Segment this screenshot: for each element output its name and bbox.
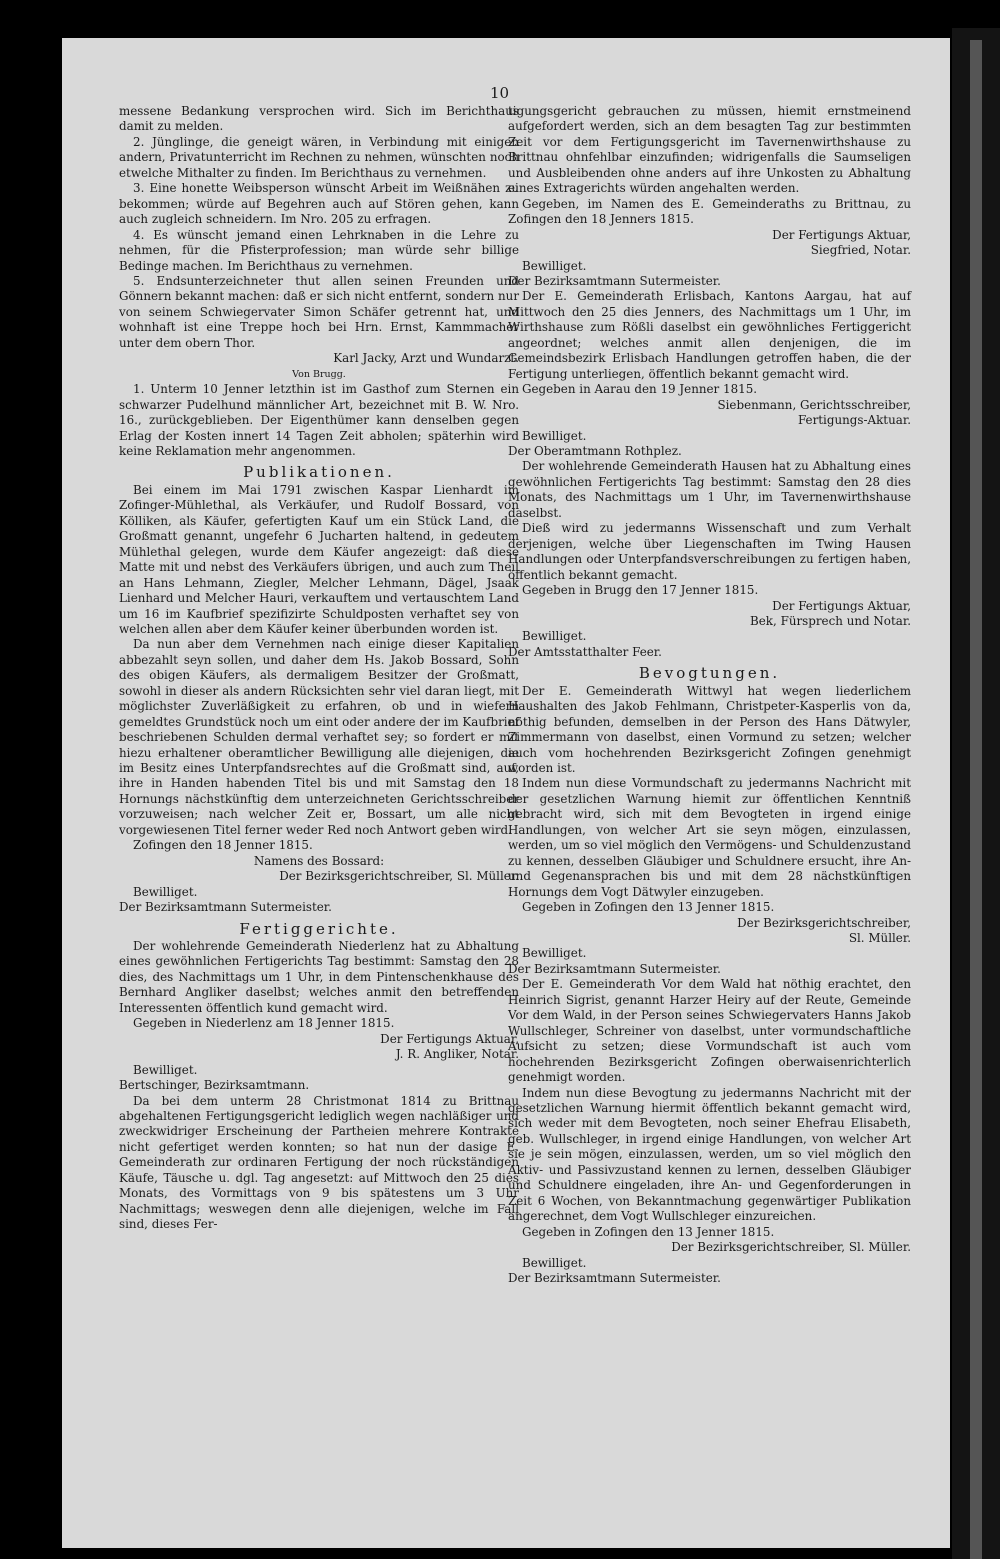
page-number: 10: [490, 84, 510, 102]
notice-paragraph: Der E. Gemeinderath Wittwyl hat wegen liederlichem Haushalten des Jakob Fehlmann, Christpeter-Kasperlis von da, nöthig befunden, demselben in der Person des Hans Dätwyler, Zimmermann von daselbst, einen Vormund zu setzen; welcher auch vom hochehrenden Bezirksgericht Zofingen genehmigt worden ist.: [508, 683, 911, 776]
signature: Namens des Bossard:: [253, 853, 385, 868]
signature: J. R. Angliker, Notar.: [395, 1047, 519, 1062]
date-line: Gegeben in Zofingen den 13 Jenner 1815.: [522, 900, 775, 915]
notice-paragraph: Der wohlehrende Gemeinderath Hausen hat zu Abhaltung eines gewöhnlichen Fertigerichts Tag bestimmt: Samstag den 28 dies Monats, des Nachmittags um 1 Uhr, im Tavernenwirthshause daselbst.: [508, 459, 911, 520]
date-line: Gegeben in Aarau den 19 Jenner 1815.: [522, 382, 758, 397]
approval: Bewilliget.: [133, 1062, 198, 1077]
newspaper-page: [62, 38, 950, 1548]
signature: Sl. Müller.: [848, 931, 911, 946]
date-line: Gegeben in Niederlenz am 18 Jenner 1815.: [133, 1016, 395, 1031]
notice-paragraph: Da bei dem unterm 28 Christmonat 1814 zu Brittnau abgehaltenen Fertigungsgericht lediglich wegen nachläßiger und zweckwidriger Erscheinung der Partheien mehrere Kontrakte nicht gefertiget werden konnten; so hat nun der dasige E. Gemeinderath zur ordinaren Fertigung der noch rückständigen Käufe, Täusche u. dgl. Tag angesetzt: auf Mittwoch den 25 dies Monats, des Vormittags von 9 bis spätestens um 3 Uhr Nachmittags; weswegen denn alle diejenigen, welche im Fall sind, dieses Fer-: [119, 1093, 519, 1232]
signature: Der Bezirksgerichtschreiber, Sl. Müller.: [279, 869, 519, 884]
official: Der Bezirksamtmann Sutermeister.: [508, 273, 721, 288]
section-heading-publikationen: Publikationen.: [243, 463, 395, 482]
signature: Der Bezirksgerichtschreiber,: [737, 915, 911, 930]
notice-paragraph: 5. Endsunterzeichneter thut allen seinen Freunden und Gönnern bekannt machen: daß er sich nicht entfernt, sondern nur von seinem Schwiegervater Simon Schäfer getrennt hat, und wohnhaft ist eine Treppe hoch bei Hrn. Ernst, Kammmacher unter dem obern Thor.: [119, 273, 519, 350]
subheading: Von Brugg.: [292, 368, 346, 380]
official: Bertschinger, Bezirksamtmann.: [119, 1078, 310, 1093]
signature: Siebenmann, Gerichtsschreiber,: [717, 397, 911, 412]
notice-paragraph: 2. Jünglinge, die geneigt wären, in Verbindung mit einigen andern, Privatunterricht im Rechnen zu nehmen, wünschten noch etwelche Mithalter zu finden. Im Berichthaus zu vernehmen.: [119, 134, 519, 180]
notice-paragraph: 1. Unterm 10 Jenner letzthin ist im Gasthof zum Sternen ein schwarzer Pudelhund männlicher Art, bezeichnet mit B. W. Nro. 16., zurückgeblieben. Der Eigenthümer kann denselben gegen Erlag der Kosten innert 14 Tagen Zeit abholen; späterhin wird keine Reklamation mehr angenommen.: [119, 382, 519, 458]
official: Der Bezirksamtmann Sutermeister.: [508, 961, 721, 976]
notice-paragraph: Da nun aber dem Vernehmen nach einige dieser Kapitalien abbezahlt seyn sollen, und daher dem Hs. Jakob Bossard, Sohn des obigen Käufers, als dermaligem Besitzer der Großmatt, sowohl in dieser als andern Rücksichten sehr viel daran liegt, mit möglichster Zuverläßigkeit zu erfahren, ob und in wiefern gemeldtes Grundstück noch um eint oder andere der im Kaufbrief beschriebenen Schulden dermal verhaftet sey; so fordert er mit hiezu erhaltener oberamtlicher Bewilligung alle diejenigen, die im Besitz eines Unterpfandsrechtes auf die Großmatt sind, auf, ihre in Handen habenden Titel bis und mit Samstag den 18 Hornungs nächstkünftig dem unterzeichneten Gerichtsschreiber vorzuweisen; nach welcher Zeit er, Bossart, um alle nicht vorgewiesenen Titel ferner weder Red noch Antwort geben wird.: [119, 637, 519, 837]
notice-paragraph: Der E. Gemeinderath Vor dem Wald hat nöthig erachtet, den Heinrich Sigrist, genannt Harzer Heiry auf der Reute, Gemeinde Vor dem Wald, in der Person seines Schwiegervaters Hanns Jakob Wullschleger, Schreiner von daselbst, unter vormundschaftliche Aufsicht zu setzen; diese Vormundschaft ist auch vom hochehrenden Bezirksgericht Zofingen oberwaisenrichterlich genehmigt worden.: [508, 977, 911, 1085]
signature: Der Bezirksgerichtschreiber, Sl. Müller.: [671, 1240, 911, 1255]
section-heading-bevogtungen: Bevogtungen.: [638, 664, 781, 683]
notice-paragraph: messene Bedankung versprochen wird. Sich im Berichthaus damit zu melden.: [119, 104, 519, 134]
approval: Bewilliget.: [522, 1255, 587, 1270]
notice-paragraph: 4. Es wünscht jemand einen Lehrknaben in die Lehre zu nehmen, für die Pfisterprofession; man würde sehr billige Bedinge machen. Im Berichthaus zu vernehmen.: [119, 227, 519, 273]
approval: Bewilliget.: [133, 884, 198, 899]
approval: Bewilliget.: [522, 946, 587, 961]
approval: Bewilliget.: [522, 428, 587, 443]
date-line: Zofingen den 18 Jenner 1815.: [133, 838, 313, 853]
signature: Fertigungs-Aktuar.: [797, 413, 911, 428]
section-heading-fertiggerichte: Fertiggerichte.: [239, 919, 399, 938]
notice-paragraph: Bei einem im Mai 1791 zwischen Kaspar Lienhardt im Zofinger-Mühlethal, als Verkäufer, und Rudolf Bossard, von Kölliken, als Käufer, gefertigten Kauf um ein Stück Land, die Großmatt genannt, ungefehr 6 Jucharten haltend, in gedeutem Mühlethal gelegen, wurde dem Käufer angezeigt: daß diese Matte mit und nebst des Verkäufers übrigen, und auch zum Theil an Hans Lehmann, Ziegler, Melcher Lehmann, Dägel, Jsaak Lienhard und Melcher Hauri, verkauftem und vertauschtem Land um 16 im Kaufbrief spezifizirte Schuldposten verhaftet sey von welchen allen aber dem Käufer keiner überbunden worden ist.: [119, 482, 519, 636]
next-page-strip: [970, 40, 982, 1559]
signature: Siegfried, Notar.: [810, 243, 911, 258]
notice-paragraph: Der wohlehrende Gemeinderath Niederlenz hat zu Abhaltung eines gewöhnlichen Fertigerichts Tag bestimmt: Samstag den 28 dies, des Nachmittags um 1 Uhr, in dem Pintenschenkhause des Bernhard Angliker daselbst; welches anmit den betreffenden Interessenten öffentlich kund gemacht wird.: [119, 939, 519, 1015]
signature: Der Fertigungs Aktuar,: [772, 227, 911, 242]
signature: Bek, Fürsprech und Notar.: [750, 613, 911, 628]
official: Der Bezirksamtmann Sutermeister.: [508, 1270, 721, 1285]
official: Der Bezirksamtmann Sutermeister.: [119, 900, 332, 915]
official: Der Amtsstatthalter Feer.: [508, 644, 662, 659]
notice-paragraph: Indem nun diese Bevogtung zu jedermanns Nachricht mit der gesetzlichen Warnung hiermit öffentlich bekannt gemacht wird, sich weder mit dem Bevogteten, noch seiner Ehefrau Elisabeth, geb. Wullschleger, in irgend einige Handlungen, von welcher Art sie je sein mögen, einzulassen, werden, um so viel möglich den Aktiv- und Passivzustand kennen zu lernen, desselben Gläubiger und Schuldnere eingeladen, ihre An- und Gegenforderungen in Zeit 6 Wochen, von Bekanntmachung gegenwärtiger Publikation angerechnet, dem Vogt Wullschleger einzureichen.: [508, 1085, 911, 1224]
signature: Karl Jacky, Arzt und Wundarzt.: [333, 351, 519, 366]
notice-paragraph: Indem nun diese Vormundschaft zu jedermanns Nachricht mit der gesetzlichen Warnung hiemit zur öffentlichen Kenntniß gebracht wird, sich mit dem Bevogteten in irgend einige Handlungen, von welcher Art sie seyn mögen, einzulassen, werden, um so viel möglich den Vermögens- und Schuldenzustand zu kennen, desselben Gläubiger und Schuldnere ersucht, ihre An- und Gegenansprachen bis und mit dem 28 nächstkünftigen Hornungs dem Vogt Dätwyler einzugeben.: [508, 776, 911, 899]
notice-paragraph: 3. Eine honette Weibsperson wünscht Arbeit im Weißnähen zu bekommen; würde auf Begehren auch auf Stören gehen, kann auch zugleich schneidern. Im Nro. 205 zu erfragen.: [119, 181, 519, 227]
notice-paragraph: Der E. Gemeinderath Erlisbach, Kantons Aargau, hat auf Mittwoch den 25 dies Jenners, des Nachmittags um 1 Uhr, im Wirthshause zum Rößli daselbst ein gewöhnliches Fertiggericht angeordnet; welches anmit allen denjenigen, die im Gemeindsbezirk Erlisbach Handlungen getroffen haben, die der Fertigung unterliegen, öffentlich bekannt gemacht wird.: [508, 289, 911, 381]
approval: Bewilliget.: [522, 258, 587, 273]
right-column: [508, 104, 911, 1286]
notice-paragraph: Dieß wird zu jedermanns Wissenschaft und zum Verhalt derjenigen, welche über Liegenschaften im Twing Hausen Handlungen oder Unterpfandsverschreibungen zu fertigen haben, öffentlich bekannt gemacht.: [508, 521, 911, 582]
notice-paragraph: tigungsgericht gebrauchen zu müssen, hiemit ernstmeinend aufgefordert werden, sich an dem besagten Tag zur bestimmten Zeit vor dem Fertigungsgericht im Tavernenwirthshause zu Brittnau ohnfehlbar einzufinden; widrigenfalls die Saumseligen und Ausbleibenden ohne anders auf ihre Unkosten zu Abhaltung eines Extragerichts würden angehalten werden.: [508, 104, 911, 196]
date-line: Gegeben in Zofingen den 13 Jenner 1815.: [522, 1224, 775, 1239]
date-line: Gegeben in Brugg den 17 Jenner 1815.: [522, 583, 759, 598]
date-line: Gegeben, im Namen des E. Gemeinderaths zu Brittnau, zu Zofingen den 18 Jenners 1815.: [508, 196, 911, 227]
official: Der Oberamtmann Rothplez.: [508, 443, 682, 458]
signature: Der Fertigungs Aktuar,: [772, 598, 911, 613]
signature: Der Fertigungs Aktuar,: [380, 1031, 519, 1046]
left-column: [119, 104, 519, 1233]
approval: Bewilliget.: [522, 629, 587, 644]
